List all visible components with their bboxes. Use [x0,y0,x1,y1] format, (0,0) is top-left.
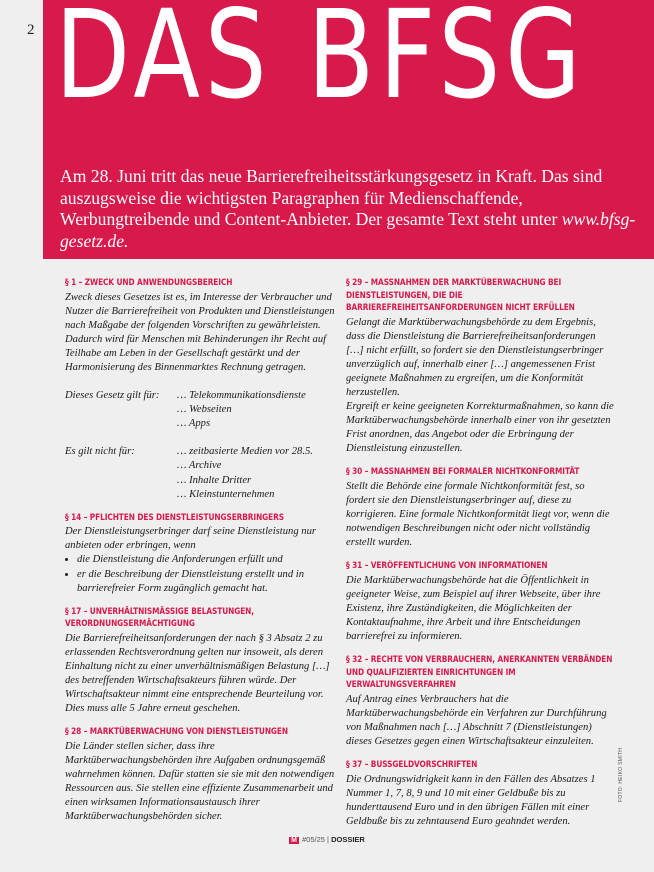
page-footer: M #05/25 | DOSSIER [291,835,365,844]
section-heading: § 17 – UNVERHÄLTNISMÄSSIGE BELASTUNGEN, VERORDNUNGSERMÄCHTIGUNG [65,606,254,630]
section-1 [65,277,335,502]
section-37 [346,759,614,829]
section-heading: § 14 – PFLICHTEN DES DIENSTLEISTUNGSERBRINGERS [65,512,284,523]
section-heading: § 28 – MARKTÜBERWACHUNG VON DIENSTLEISTUNGEN [65,727,288,738]
section-body: Ergreift er keine geeigneten Korrekturmaßnahmen, so kann die Marktüberwachungsbehörde innerhalb einer von ihr gesetzten Frist anordnen, das Angebot oder die Erbringung der Dienstleistung einzustellen. [346,401,614,455]
section-32 [346,654,614,749]
applies-item: … Apps [177,417,306,431]
section-14 [65,512,335,596]
section-body: Die Marktüberwachungsbehörde hat die Öffentlichkeit in geeigneter Weise, zum Beispiel auf ihrer Webseite, über ihre Existenz, ihre Zuständigkeiten, die Möglichkeiten der Kontaktaufnahme, ihre Arbeit und ihre Entscheidungen barrierefrei zu informieren. [346,574,601,643]
not-applies-item: … Archive [177,459,313,473]
section-heading: § 1 – ZWECK UND ANWENDUNGSBEREICH [65,278,233,288]
left-column [65,277,335,834]
section-body: Gelangt die Marktüberwachungsbehörde zu dem Ergebnis, dass die Dienstleistung die Barrierefreiheitsanforderungen […] nicht erfüllt, so fordert sie den Dienstleistungserbringer unverzüglich auf, innerhalb einer […] angemessenen Frist geeignete Maßnahmen zu ergreifen, um die Konformität herzustellen. [346,316,604,398]
section-body: Zweck dieses Gesetzes ist es, im Interesse der Verbraucher und Nutzer die Barrierefreiheit von Produkten und Dienstleistungen nach Maßgabe der folgenden Vorschriften zu gewährleisten. Dadurch wird für Menschen mit Behinderungen ihr Recht auf Teilhabe am Leben in der Gesellschaft gestärkt und der Harmonisierung des Binnenmarktes Rechnung getragen. [65,291,335,373]
photo-credit: FOTO: HEIKO SMITH [618,747,624,802]
section-30 [346,466,614,550]
not-applies-item: … zeitbasierte Medien vor 28.5. [177,445,313,459]
hero-banner [43,0,654,259]
section-31 [346,560,614,644]
section-body: Der Dienstleistungserbringer darf seine Dienstleistung nur anbieten oder erbringen, wenn [65,526,316,552]
section-name: DOSSIER [331,835,365,844]
page-number: 2 [27,22,35,38]
section-heading: § 29 – MASSNAHMEN DER MARKTÜBERWACHUNG BEI DIENSTLEISTUNGEN, DIE DIE BARRIEREFREIHEITSANFORDERUNGEN NICHT ERFÜLLEN [346,278,575,313]
applies-item: … Telekommunikationsdienste [177,389,306,403]
section-body: Auf Antrag eines Verbrauchers hat die Marktüberwachungsbehörde ein Verfahren zur Durchführung von Maßnahmen nach […] Abschnitt 7 (Dienstleistungen) dieses Gesetzes gegen einen Wirtschaftsakteur einzuleiten. [346,693,607,748]
section-body: Die Barrierefreiheitsanforderungen der nach § 3 Absatz 2 zu erlassenden Rechtsverordnung gelten nur insoweit, als deren Einhaltung nicht zu einer unverhältnismäßigen Belastung […] des betreffenden Wirtschaftsakteurs führen würde. Der Wirtschaftsakteur nimmt eine entsprechende Beurteilung vor. Dies muss alle 5 Jahre erneut geschehen. [65,632,330,715]
section-heading: § 31 – VERÖFFENTLICHUNG VON INFORMATIONEN [346,561,548,572]
list-item: • die Dienstleistung die Anforderungen erfüllt und [77,553,335,567]
list-item: • er die Beschreibung der Dienstleistung erstellt und in barrierefreier Form zugänglich gemacht hat. [77,568,335,596]
section-28 [65,726,335,824]
section-29 [346,277,614,456]
source-link[interactable]: www.bfsg-gesetz.de. [60,209,636,251]
intro-body: Am 28. Juni tritt das neue Barrierefreiheitsstärkungsgesetz in Kraft. Das sind auszugsweise die wichtigsten Paragraphen für Medienschaffende, Werbungtreibende und Content-Anbieter. Der gesamte Text steht unter [60,166,603,229]
section-heading: § 30 – MASSNAHMEN BEI FORMALER NICHTKONFORMITÄT [346,467,580,478]
not-applies-item: … Kleinstunternehmen [177,488,313,502]
intro-text [60,166,650,252]
magazine-logo-icon: M [291,837,297,844]
applies-label: Dieses Gesetz gilt für: [65,390,160,402]
page-title: DAS BFSG [55,0,586,126]
applies-list [65,389,335,431]
not-applies-item: … Inhalte Dritter [177,474,313,488]
section-body: Stellt die Behörde eine formale Nichtkonformität fest, so fordert sie den Dienstleistungserbringer auf, diese zu korrigieren. Eine formale Nichtkonformität liegt vor, wenn die notwendigen Beschreibungen nicht oder nicht vollständig erstellt wurden. [346,480,610,549]
section-heading: § 32 – RECHTE VON VERBRAUCHERN, ANERKANNTEN VERBÄNDEN UND QUALIFIZIERTEN EINRICHTUNGEN IM VERWALTUNGSVERFAHREN [346,655,613,691]
issue-number: #05/25 [302,835,325,844]
section-17 [65,606,335,717]
section-body: Die Länder stellen sicher, dass ihre Marktüberwachungsbehörden ihre Aufgaben ordnungsgemäß wahrnehmen können. Dafür statten sie sie mit den notwendigen Ressourcen aus. Sie stellen eine effiziente Zusammenarbeit und einen wirksamen Informationsaustausch ihrer Marktüberwachungsbehörden sicher. [65,740,335,823]
section-heading: § 37 – BUSSGELDVORSCHRIFTEN [346,760,478,771]
not-applies-label: Es gilt nicht für: [65,446,135,458]
applies-item: … Webseiten [177,403,306,417]
not-applies-list [65,445,335,501]
section-body: Die Ordnungswidrigkeit kann in den Fällen des Absatzes 1 Nummer 1, 7, 8, 9 und 10 mit einer Geldbuße bis zu hunderttausend Euro und in den übrigen Fällen mit einer Geldbuße bis zu zehntausend Euro geahndet werden. [346,773,596,828]
right-column [346,277,614,839]
